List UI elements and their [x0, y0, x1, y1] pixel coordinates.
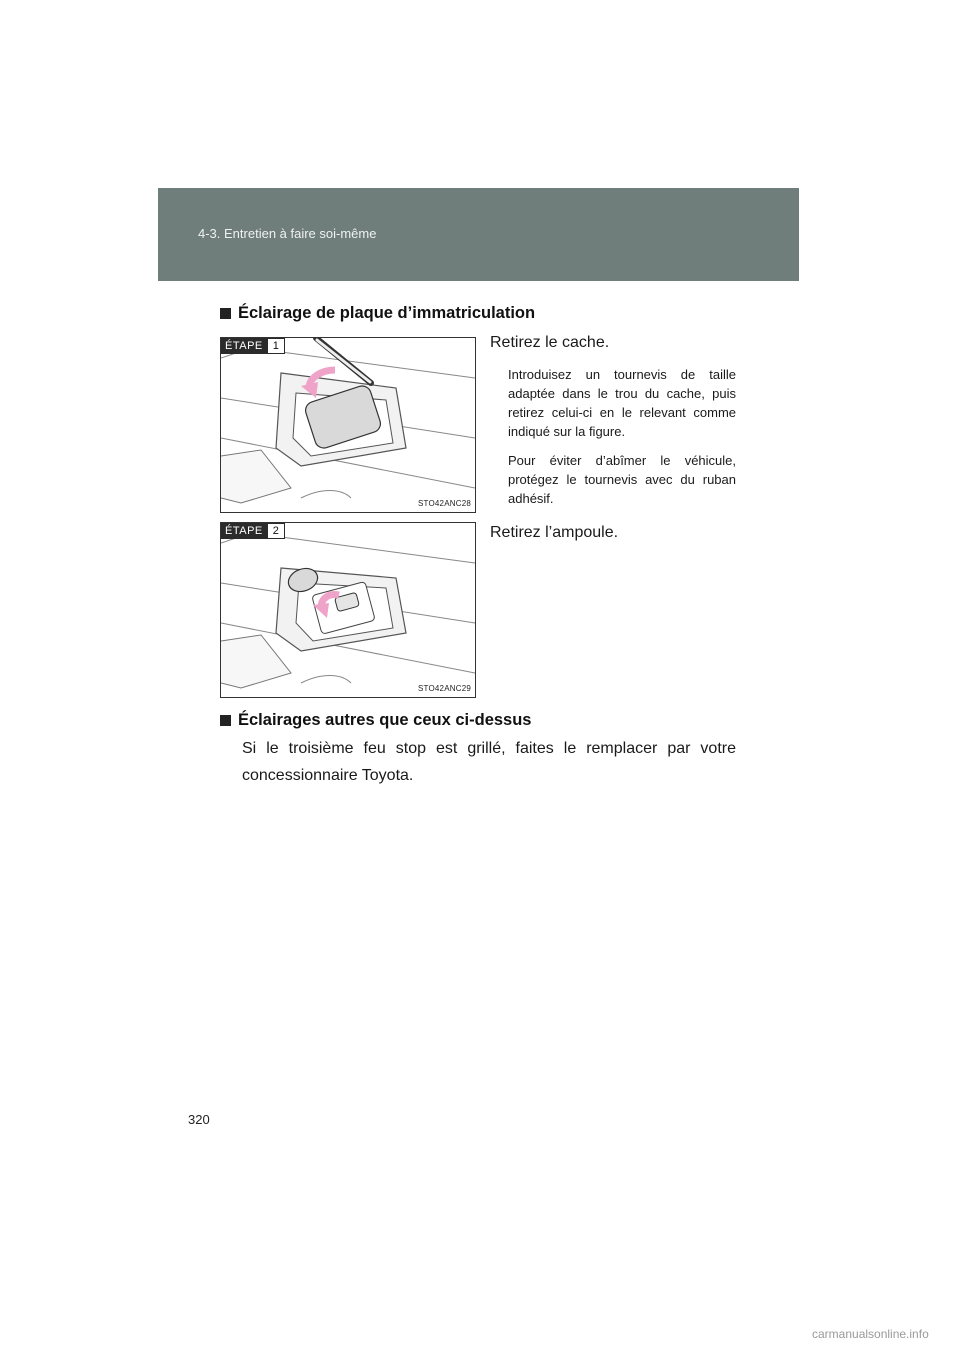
- step-1-note-2: Pour éviter d’abîmer le véhicule, protégez le tournevis avec du ruban adhésif.: [508, 453, 736, 506]
- bulb-removal-illustration: [221, 523, 475, 697]
- step-badge-label: ÉTAPE: [221, 523, 267, 539]
- step-1-badge: [221, 338, 285, 354]
- step-badge-number: 1: [267, 338, 285, 354]
- section-heading-license-plate-light: [220, 304, 535, 323]
- heading-text: Éclairages autres que ceux ci-dessus: [238, 711, 532, 729]
- step-badge-label: ÉTAPE: [221, 338, 267, 354]
- cover-removal-illustration: [221, 338, 475, 512]
- page-number: 320: [188, 1112, 210, 1127]
- other-lights-paragraph: Si le troisième feu stop est grillé, faites le remplacer par votre concessionnaire Toyota.: [242, 740, 736, 784]
- section-title: 4-3. Entretien à faire soi-même: [198, 226, 377, 241]
- figure-code: STO42ANC29: [418, 684, 471, 693]
- section-heading-other-lights: [220, 711, 531, 730]
- bullet-square-icon: [220, 308, 231, 319]
- step-1-note-1: Introduisez un tournevis de taille adaptée dans le trou du cache, puis retirez celui-ci en le relevant comme indiqué sur la figure.: [508, 367, 736, 439]
- step-1-figure: [220, 337, 476, 513]
- step-2-title: Retirez l’ampoule.: [490, 524, 619, 541]
- step-2-figure: [220, 522, 476, 698]
- step-2-badge: [221, 523, 285, 539]
- header-band: [158, 188, 799, 281]
- watermark: carmanualsonline.info: [812, 1327, 929, 1341]
- step-1-title: Retirez le cache.: [490, 334, 610, 351]
- step-badge-number: 2: [267, 523, 285, 539]
- heading-text: Éclairage de plaque d’immatriculation: [238, 304, 536, 322]
- figure-code: STO42ANC28: [418, 499, 471, 508]
- bullet-square-icon: [220, 715, 231, 726]
